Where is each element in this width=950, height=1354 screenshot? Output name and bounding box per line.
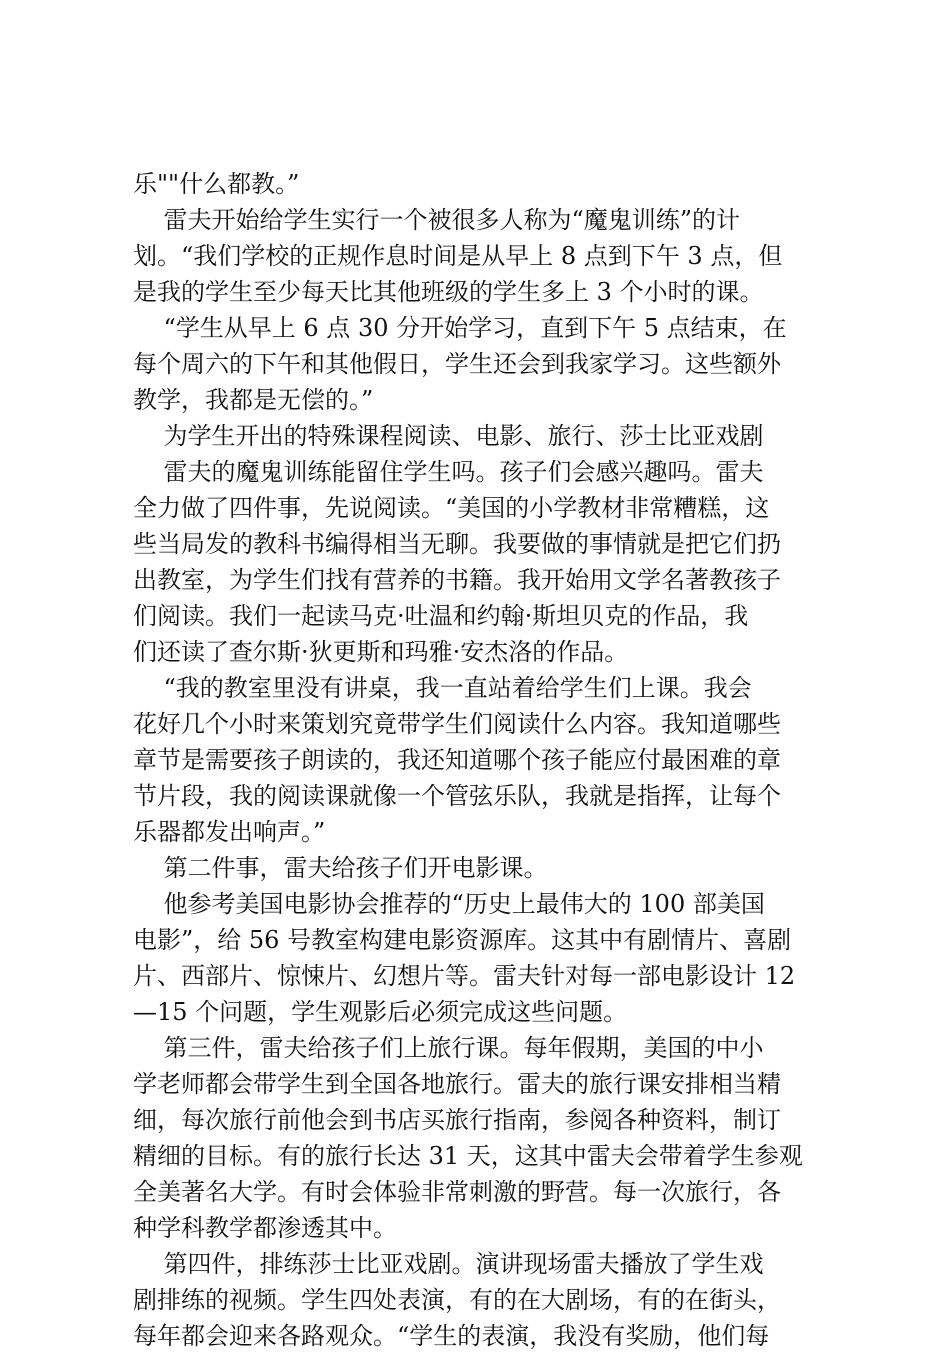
text-line: 细，每次旅行前他会到书店买旅行指南，参阅各种资料，制订 [133, 1106, 781, 1134]
text-line: 种学科教学都渗透其中。 [133, 1214, 397, 1242]
text-line: 是我的学生至少每天比其他班级的学生多上 3 个小时的课。 [133, 278, 764, 306]
text-line: 第三件，雷夫给孩子们上旅行课。每年假期，美国的中小 [133, 1034, 764, 1062]
text-line: 剧排练的视频。学生四处表演，有的在大剧场，有的在街头， [133, 1286, 781, 1314]
text-line: 节片段，我的阅读课就像一个管弦乐队，我就是指挥，让每个 [133, 782, 781, 810]
body-text [133, 166, 833, 1354]
text-line: “学生从早上 6 点 30 分开始学习，直到下午 5 点结束，在 [133, 314, 787, 342]
text-line: “我的教室里没有讲桌，我一直站着给学生们上课。我会 [133, 674, 752, 702]
text-line: 片、西部片、惊悚片、幻想片等。雷夫针对每一部电影设计 12 [133, 962, 796, 990]
text-line: 为学生开出的特殊课程阅读、电影、旅行、莎士比亚戏剧 [133, 422, 764, 450]
text-line: 划。“我们学校的正规作息时间是从早上 8 点到下午 3 点，但 [133, 242, 783, 270]
text-line: 雷夫开始给学生实行一个被很多人称为“魔鬼训练”的计 [133, 206, 741, 234]
text-line: 雷夫的魔鬼训练能留住学生吗。孩子们会感兴趣吗。雷夫 [133, 458, 764, 486]
text-line: 们阅读。我们一起读马克·吐温和约翰·斯坦贝克的作品，我 [133, 602, 749, 630]
text-line: 出教室，为学生们找有营养的书籍。我开始用文学名著教孩子 [133, 566, 781, 594]
text-line: 每个周六的下午和其他假日，学生还会到我家学习。这些额外 [133, 350, 781, 378]
text-line: 电影”，给 56 号教室构建电影资源库。这其中有剧情片、喜剧 [133, 926, 792, 954]
text-line: 全美著名大学。有时会体验非常刺激的野营。每一次旅行，各 [133, 1178, 781, 1206]
text-line: 教学，我都是无偿的。” [133, 386, 374, 414]
text-line: 学老师都会带学生到全国各地旅行。雷夫的旅行课安排相当精 [133, 1070, 781, 1098]
text-line: —15 个问题，学生观影后必须完成这些问题。 [133, 998, 628, 1026]
text-line: 乐器都发出响声。” [133, 818, 326, 846]
text-line: 精细的目标。有的旅行长达 31 天，这其中雷夫会带着学生参观 [133, 1142, 803, 1170]
text-line: 第二件事，雷夫给孩子们开电影课。 [133, 854, 548, 882]
text-line: 他参考美国电影协会推荐的“历史上最伟大的 100 部美国 [133, 890, 765, 918]
text-line: 章节是需要孩子朗读的，我还知道哪个孩子能应付最困难的章 [133, 746, 781, 774]
text-line: 第四件，排练莎士比亚戏剧。演讲现场雷夫播放了学生戏 [133, 1250, 764, 1278]
text-line: 乐""什么都教。” [133, 170, 300, 198]
text-line: 花好几个小时来策划究竟带学生们阅读什么内容。我知道哪些 [133, 710, 781, 738]
text-line: 些当局发的教科书编得相当无聊。我要做的事情就是把它们扔 [133, 530, 781, 558]
text-line: 全力做了四件事，先说阅读。“美国的小学教材非常糟糕，这 [133, 494, 770, 522]
text-line: 们还读了查尔斯·狄更斯和玛雅·安杰洛的作品。 [133, 638, 629, 666]
text-line: 每年都会迎来各路观众。“学生的表演，我没有奖励，他们每 [133, 1322, 770, 1350]
